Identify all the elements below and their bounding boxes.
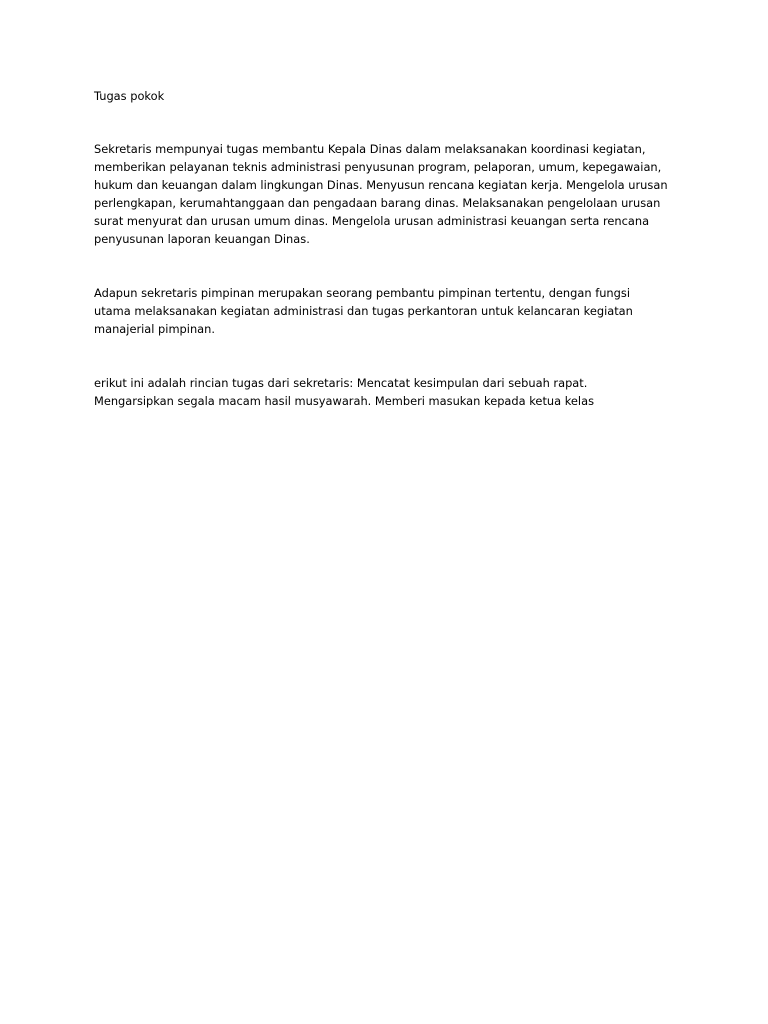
document-heading [94,87,684,105]
paragraph-line: memberikan pelayanan teknis administrasi penyusunan program, pelaporan, umum, kepegawaian, [94,160,662,174]
paragraph-line: utama melaksanakan kegiatan administrasi dan tugas perkantoran untuk kelancaran kegiatan [94,304,633,318]
paragraph-line: erikut ini adalah rincian tugas dari sekretaris: Mencatat kesimpulan dari sebuah rapat. [94,376,588,390]
paragraph-line: Sekretaris mempunyai tugas membantu Kepala Dinas dalam melaksanakan koordinasi kegiatan, [94,142,646,156]
paragraph-line: Adapun sekretaris pimpinan merupakan seorang pembantu pimpinan tertentu, dengan fungsi [94,286,630,300]
paragraph-tugas-sekretaris [94,140,684,248]
paragraph-line: penyusunan laporan keuangan Dinas. [94,232,310,246]
paragraph-line: perlengkapan, kerumahtanggaan dan pengadaan barang dinas. Melaksanakan pengelolaan urusan [94,196,661,210]
paragraph-sekretaris-pimpinan [94,284,684,338]
paragraph-line: surat menyurat dan urusan umum dinas. Mengelola urusan administrasi keuangan serta rencana [94,214,650,228]
paragraph-rincian-tugas [94,374,684,410]
paragraph-line: Mengarsipkan segala macam hasil musyawarah. Memberi masukan kepada ketua kelas [94,394,595,408]
paragraph-line: manajerial pimpinan. [94,322,215,336]
paragraph-line: hukum dan keuangan dalam lingkungan Dinas. Menyusun rencana kegiatan kerja. Mengelola urusan [94,178,668,192]
heading-text: Tugas pokok [94,89,165,103]
